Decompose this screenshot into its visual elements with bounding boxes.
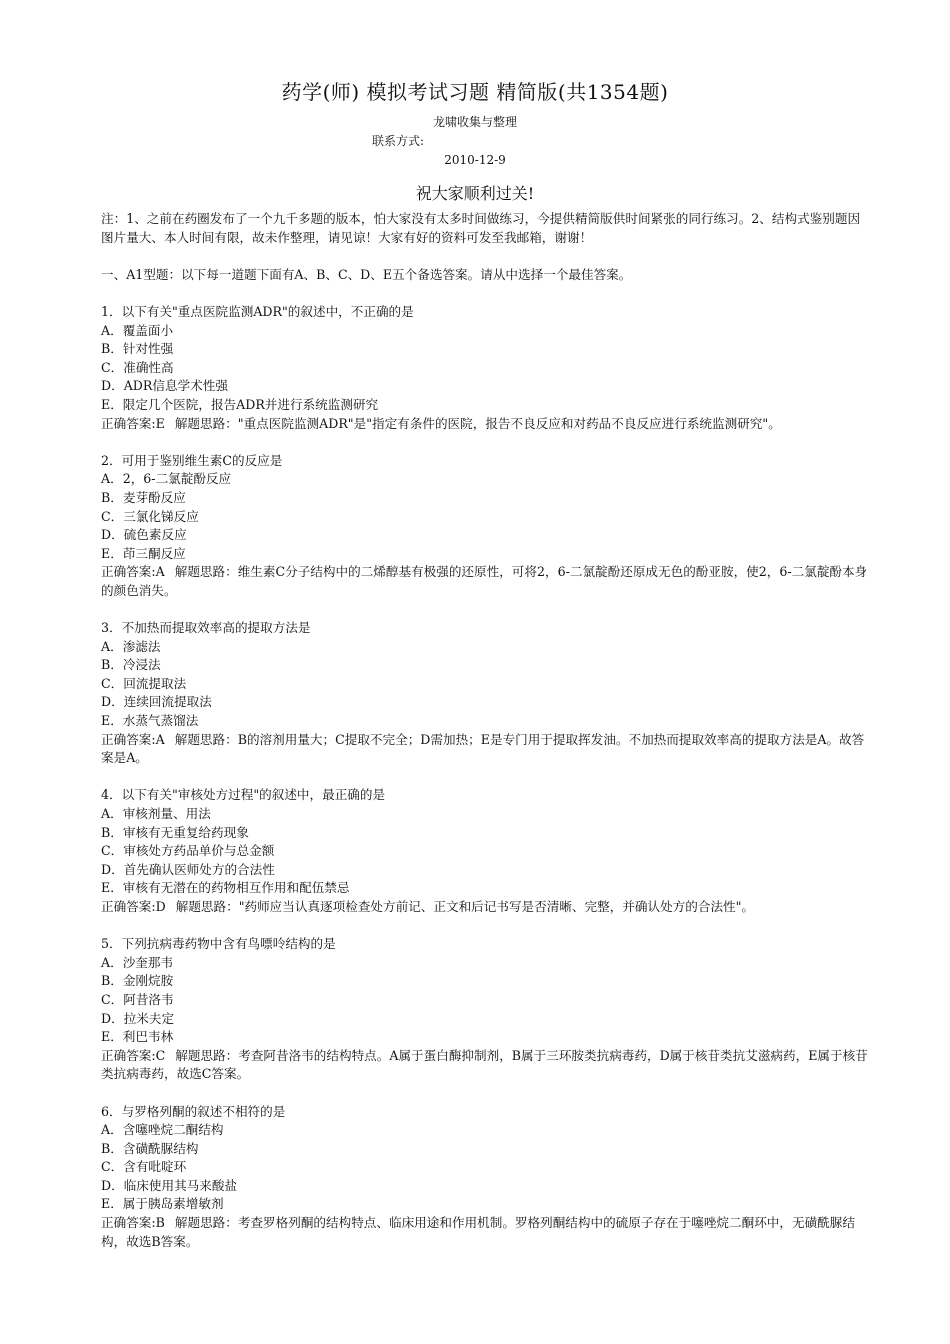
option-a: A．2，6-二氯靛酚反应: [101, 471, 232, 487]
question-block: [101, 786, 871, 916]
answer-line: [101, 563, 871, 600]
answer-line: [101, 731, 871, 768]
option-d: D．拉米夫定: [101, 1010, 175, 1026]
option-c: C．阿昔洛韦: [101, 991, 174, 1007]
question-block: [101, 303, 871, 433]
explanation: 解题思路："重点医院监测ADR"是"指定有条件的医院，报告不良反应和对药品不良反应进行系统监测研究"。: [174, 415, 781, 431]
correct-answer: 正确答案:E: [101, 415, 165, 431]
document-title: 药学(师) 模拟考试习题 精简版(共1354题): [281, 80, 669, 104]
option-d: D．连续回流提取法: [101, 694, 212, 710]
answer-line: [101, 1214, 871, 1251]
answer-line: [101, 415, 871, 434]
section-heading: 一、A1型题：以下每一道题下面有A、B、C、D、E五个备选答案。请从中选择一个最佳答案。: [101, 266, 632, 282]
question-block: [101, 452, 871, 601]
option-c: C．审核处方药品单价与总金额: [101, 843, 275, 859]
option-c: C．回流提取法: [101, 675, 187, 691]
option-d: D．临床使用其马来酸盐: [101, 1177, 238, 1193]
explanation: 解题思路：B的溶剂用量大；C提取不完全；D需加热；E是专门用于提取挥发油。不加热而提取效率高的提取方法是A。故答案是A。: [101, 731, 865, 766]
question-stem: 3．不加热而提取效率高的提取方法是: [101, 620, 311, 636]
option-b: B．含磺酰脲结构: [101, 1140, 199, 1156]
question-block: [101, 1103, 871, 1252]
option-a: A．沙奎那韦: [101, 954, 174, 970]
explanation: 解题思路：考查罗格列酮的结构特点、临床用途和作用机制。罗格列酮结构中的硫原子存在于噻唑烷二酮环中，无磺酰脲结构，故选B答案。: [101, 1215, 855, 1249]
date-line: 2010-12-9: [444, 153, 506, 167]
question-stem: 1．以下有关"重点医院监测ADR"的叙述中，不正确的是: [101, 303, 414, 319]
question-stem: 6．与罗格列酮的叙述不相符的是: [101, 1103, 286, 1119]
question-stem: 4．以下有关"审核处方过程"的叙述中，最正确的是: [101, 787, 386, 803]
question-block: [101, 935, 871, 1084]
document-body: [101, 210, 871, 1251]
intro-note: 注：1、之前在药圈发布了一个九千多题的版本，怕大家没有太多时间做练习，今提供精简版供时间紧张的同行练习。2、结构式鉴别题因图片量大、本人时间有限，故未作整理，请见谅！大家有好的资料可发至我邮箱，谢谢！: [101, 211, 861, 245]
option-b: B．审核有无重复给药现象: [101, 824, 249, 840]
option-b: B．金刚烷胺: [101, 973, 174, 989]
option-a: A．渗滤法: [101, 638, 161, 654]
option-b: B．麦芽酚反应: [101, 489, 186, 505]
question-stem: 5．下列抗病毒药物中含有鸟嘌呤结构的是: [101, 936, 336, 952]
correct-answer: 正确答案:A: [101, 731, 165, 747]
option-c: C．准确性高: [101, 359, 174, 375]
correct-answer: 正确答案:A: [101, 564, 165, 580]
option-e: E．茚三酮反应: [101, 545, 186, 561]
contact-line: 联系方式:: [372, 134, 425, 148]
option-c: C．三氯化锑反应: [101, 508, 199, 524]
answer-line: [101, 1047, 871, 1084]
correct-answer: 正确答案:B: [101, 1215, 165, 1231]
explanation: 解题思路：维生素C分子结构中的二烯醇基有极强的还原性，可将2，6-二氯靛酚还原成无色的酚亚胺，使2，6-二氯靛酚本身的颜色消失。: [101, 564, 868, 598]
explanation: 解题思路："药师应当认真逐项检查处方前记、正文和后记书写是否清晰、完整，并确认处方的合法性"。: [175, 898, 755, 914]
compiler-line: 龙啸收集与整理: [432, 115, 517, 129]
option-b: B．针对性强: [101, 341, 174, 357]
option-c: C．含有吡啶环: [101, 1159, 187, 1175]
greeting-line: 祝大家顺利过关!: [415, 184, 535, 203]
option-d: D．硫色素反应: [101, 527, 187, 543]
option-e: E．审核有无潜在的药物相互作用和配伍禁忌: [101, 880, 350, 896]
explanation: 解题思路：考查阿昔洛韦的结构特点。A属于蛋白酶抑制剂，B属于三环胺类抗病毒药，D属于核苷类抗艾滋病药，E属于核苷类抗病毒药，故选C答案。: [101, 1047, 868, 1082]
correct-answer: 正确答案:C: [101, 1047, 166, 1063]
option-a: A．覆盖面小: [101, 322, 174, 338]
option-d: D．首先确认医师处方的合法性: [101, 861, 275, 877]
option-d: D．ADR信息学术性强: [101, 378, 228, 394]
option-a: A．含噻唑烷二酮结构: [101, 1122, 224, 1138]
correct-answer: 正确答案:D: [101, 898, 166, 914]
option-e: E．限定几个医院，报告ADR并进行系统监测研究: [101, 396, 379, 412]
answer-line: [101, 898, 871, 917]
option-e: E．水蒸气蒸馏法: [101, 713, 199, 729]
option-b: B．冷浸法: [101, 657, 161, 673]
option-e: E．属于胰岛素增敏剂: [101, 1196, 224, 1212]
option-a: A．审核剂量、用法: [101, 806, 211, 821]
question-stem: 2．可用于鉴别维生素C的反应是: [101, 452, 283, 468]
question-block: [101, 619, 871, 768]
option-e: E．利巴韦林: [101, 1029, 174, 1045]
